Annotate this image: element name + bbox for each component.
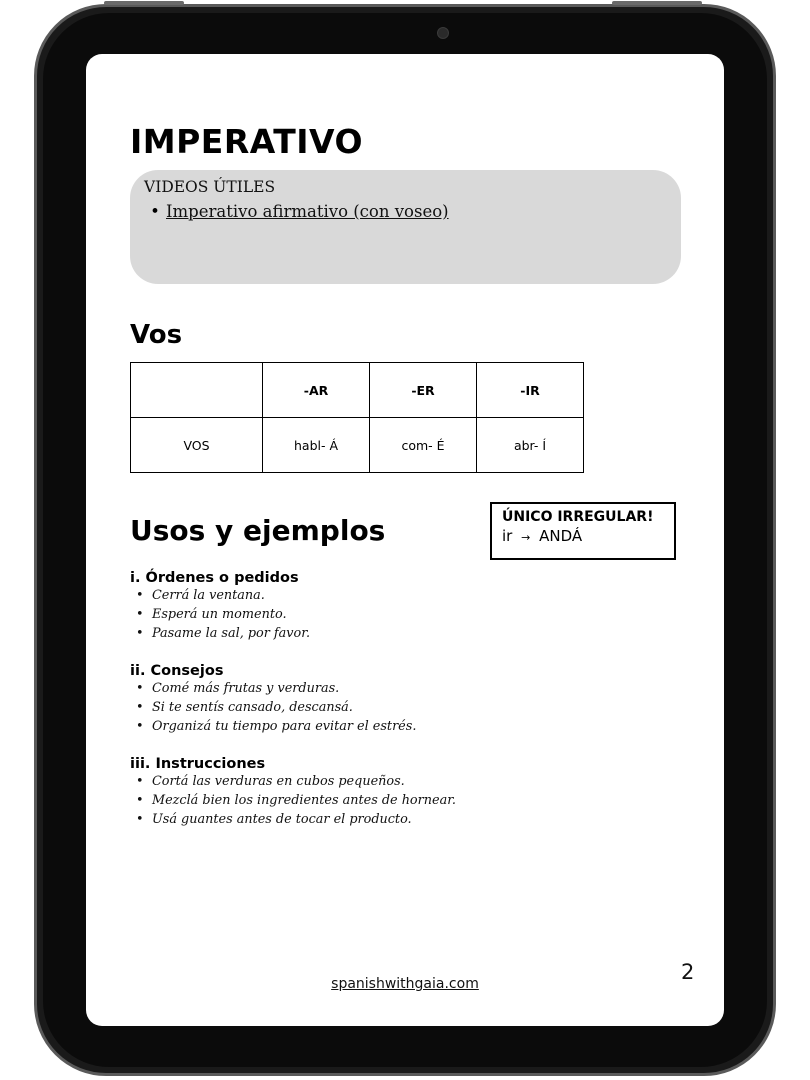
table-row [131,418,584,473]
list-item: • Organizá tu tiempo para evitar el estrés. [136,717,680,736]
conjugation-table [130,362,584,473]
front-camera [437,27,449,39]
videos-box [130,170,681,284]
list-item: • Mezclá bien los ingredientes antes de hornear. [136,791,680,810]
table-cell: habl- Á [263,418,370,473]
usos-section [130,570,680,849]
list-item: • Comé más frutas y verduras. [136,679,680,698]
list-item [144,202,449,221]
irregular-title: ÚNICO IRREGULAR! [502,509,654,525]
table-header-row [131,363,584,418]
videos-heading: VIDEOS ÚTILES [144,178,276,196]
videos-list [144,202,449,221]
group-title: iii. Instrucciones [130,756,266,772]
group-title: ii. Consejos [130,663,224,679]
examples-list [136,586,680,643]
group-title: i. Órdenes o pedidos [130,570,299,586]
volume-button [104,1,184,5]
power-button [612,1,702,5]
irregular-verb: ir [502,527,513,545]
irregular-form: ANDÁ [539,527,583,545]
page-title: IMPERATIVO [130,122,364,161]
usos-heading: Usos y ejemplos [130,514,386,547]
table-header-cell [131,363,263,418]
examples-list [136,772,680,829]
video-link[interactable]: Imperativo afirmativo (con voseo) [166,202,449,221]
examples-list [136,679,680,736]
table-header-cell: -ER [370,363,477,418]
table-header-cell: -IR [477,363,584,418]
arrow-icon: → [521,531,531,544]
irregular-line [502,527,664,545]
table-cell: VOS [131,418,263,473]
irregular-box [490,502,676,560]
list-item: • Si te sentís cansado, descansá. [136,698,680,717]
page-number: 2 [681,960,695,984]
table-header-cell: -AR [263,363,370,418]
table-cell: com- É [370,418,477,473]
tablet-screen [86,54,724,1026]
list-item: • Cortá las verduras en cubos pequeños. [136,772,680,791]
list-item: • Usá guantes antes de tocar el producto. [136,810,680,829]
vos-heading: Vos [130,320,183,350]
list-item: • Cerrá la ventana. [136,586,680,605]
list-item: • Pasame la sal, por favor. [136,624,680,643]
footer-link[interactable]: spanishwithgaia.com [331,976,479,992]
table-cell: abr- Í [477,418,584,473]
list-item: • Esperá un momento. [136,605,680,624]
